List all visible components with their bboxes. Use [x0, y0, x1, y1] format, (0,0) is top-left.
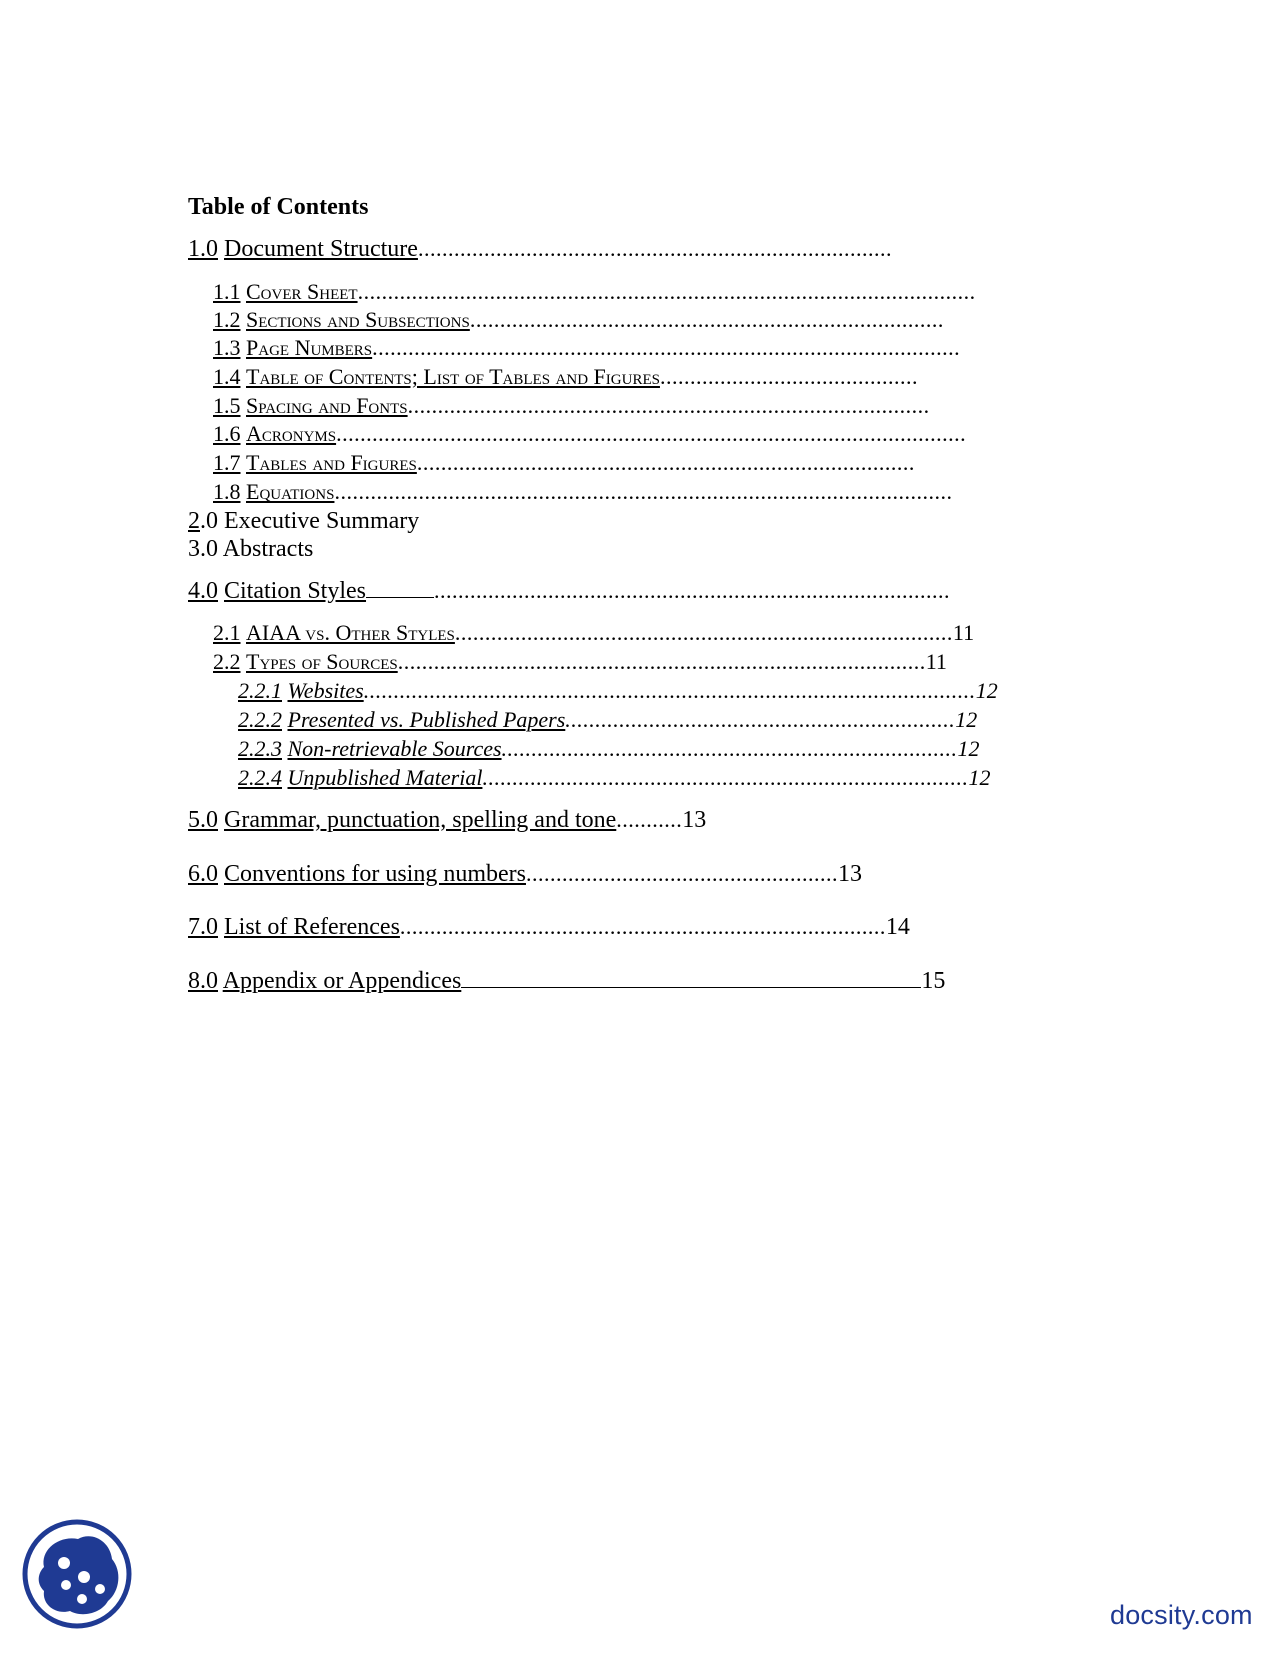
toc-dot-leader: ..................................................................................................: [372, 335, 961, 360]
toc-entry-5-0[interactable]: [188, 805, 706, 835]
toc-page-number: 12: [968, 765, 991, 790]
toc-label: AIAA vs. Other Styles: [246, 620, 455, 645]
toc-entry-1-4[interactable]: [213, 363, 1033, 391]
toc-dot-leader: ............................................................................: [501, 736, 958, 761]
toc-label: List of References: [224, 914, 400, 940]
toc-number: 1.5: [213, 393, 241, 418]
toc-number: 2.2.1: [238, 678, 282, 703]
toc-number: 1.7: [213, 450, 241, 475]
toc-entry-7-0[interactable]: [188, 912, 910, 942]
toc-dot-leader: ...................................................................................: [416, 450, 915, 475]
toc-label: Document Structure: [224, 236, 418, 262]
toc-underline-rule: [366, 596, 434, 598]
toc-label: Conventions for using numbers: [224, 861, 526, 887]
toc-dot-leader: .................................................................................: [399, 914, 886, 939]
toc-label: Cover Sheet: [246, 279, 358, 304]
toc-dot-leader: .......................................................................................: [407, 393, 930, 418]
toc-label: Appendix or Appendices: [222, 968, 462, 994]
toc-page-number: 12: [955, 707, 978, 732]
toc-dot-leader: .........................................................................................................: [336, 421, 967, 446]
toc-entry-2-2-4[interactable]: [238, 764, 990, 792]
toc-label: Table of Contents; List of Tables and Figures: [246, 364, 660, 389]
toc-label: Unpublished Material: [287, 765, 483, 790]
toc-dot-leader: ...........: [616, 807, 683, 832]
toc-label: Citation Styles: [224, 578, 367, 604]
toc-label: Tables and Figures: [246, 450, 417, 475]
toc-entry-2-2-2[interactable]: [238, 706, 977, 734]
toc-entry-2-2-3[interactable]: [238, 735, 980, 763]
toc-number-rest: .0: [200, 508, 218, 534]
toc-number: 1.2: [213, 307, 241, 332]
toc-number: 2.2: [213, 649, 241, 674]
toc-page-number: 13: [682, 807, 707, 833]
toc-label: Non-retrievable Sources: [287, 736, 502, 761]
toc-dot-leader: ......................................................................................................: [363, 678, 976, 703]
toc-dot-leader: .......................................................................................................: [334, 479, 953, 504]
toc-dot-leader: ........................................................................................: [397, 649, 926, 674]
toc-label: Spacing and Fonts: [246, 393, 408, 418]
toc-page-number: 12: [957, 736, 980, 761]
toc-entry-1-1[interactable]: [213, 278, 1033, 306]
toc-number: 2.2.3: [238, 736, 282, 761]
toc-entry-2-0[interactable]: [188, 506, 419, 536]
toc-dot-leader: .......................................................................................................: [357, 279, 976, 304]
docsity-brand-text[interactable]: docsity.com: [1110, 1600, 1253, 1630]
toc-number: 4.0: [188, 578, 218, 604]
toc-underline-rule: [461, 986, 921, 988]
toc-page-number: 12: [975, 678, 998, 703]
toc-number: 3.0: [188, 536, 218, 562]
toc-entry-3-0[interactable]: [188, 534, 313, 564]
toc-label: Presented vs. Published Papers: [287, 707, 566, 732]
toc-dot-leader: ....................................................: [525, 861, 838, 886]
toc-dot-leader: ...........................................: [659, 364, 918, 389]
toc-label: Sections and Subsections: [246, 307, 470, 332]
toc-entry-1-7[interactable]: [213, 449, 1033, 477]
toc-label: Types of Sources: [246, 649, 398, 674]
toc-entry-4-0[interactable]: [188, 576, 1008, 606]
toc-number: 2.2.4: [238, 765, 282, 790]
toc-number: 2.2.2: [238, 707, 282, 732]
toc-entry-1-8[interactable]: [213, 478, 1021, 506]
toc-entry-1-2[interactable]: [213, 306, 1033, 334]
toc-dot-leader: ...............................................................................: [469, 307, 944, 332]
toc-number: 6.0: [188, 861, 218, 887]
toc-number: 5.0: [188, 807, 218, 833]
toc-dot-leader: .................................................................: [565, 707, 956, 732]
toc-page-number: 14: [885, 914, 910, 940]
docsity-logo-icon: [22, 1519, 132, 1629]
toc-page-number: 15: [921, 968, 946, 994]
toc-number: 1.1: [213, 279, 241, 304]
toc-entry-2-2-1[interactable]: [238, 677, 998, 705]
toc-label: Grammar, punctuation, spelling and tone: [224, 807, 617, 833]
toc-dot-leader: ......................................................................................: [434, 578, 951, 603]
toc-number: 1.8: [213, 479, 241, 504]
toc-page-number: 11: [925, 649, 947, 674]
toc-number: 8.0: [188, 968, 218, 994]
toc-number: 1.6: [213, 421, 241, 446]
toc-title: Table of Contents: [188, 194, 369, 220]
toc-entry-1-3[interactable]: [213, 334, 1033, 362]
toc-page-number: 11: [952, 620, 975, 645]
toc-entry-8-0[interactable]: [188, 966, 945, 996]
toc-number: 7.0: [188, 914, 218, 940]
toc-page-number: 13: [837, 861, 862, 887]
toc-label: Acronyms: [246, 421, 337, 446]
toc-label: Equations: [246, 479, 335, 504]
toc-label: Page Numbers: [246, 335, 373, 360]
toc-entry-1-6[interactable]: [213, 420, 1033, 448]
toc-entry-1-0[interactable]: [188, 234, 892, 264]
toc-number: 1.4: [213, 364, 241, 389]
toc-number: 2.1: [213, 620, 241, 645]
toc-number: 1.3: [213, 335, 241, 360]
toc-number-digit: 2: [188, 508, 200, 534]
toc-dot-leader: ...............................................................................: [417, 236, 892, 261]
toc-label: Executive Summary: [224, 508, 420, 534]
toc-entry-2-1[interactable]: [213, 619, 974, 647]
toc-number: 1.0: [188, 236, 218, 262]
toc-label: Websites: [287, 678, 364, 703]
toc-entry-2-2[interactable]: [213, 648, 947, 676]
toc-label: Abstracts: [222, 536, 314, 562]
toc-dot-leader: ...................................................................................: [454, 620, 953, 645]
toc-dot-leader: .................................................................................: [482, 765, 969, 790]
toc-entry-6-0[interactable]: [188, 859, 862, 889]
toc-entry-1-5[interactable]: [213, 392, 1033, 420]
